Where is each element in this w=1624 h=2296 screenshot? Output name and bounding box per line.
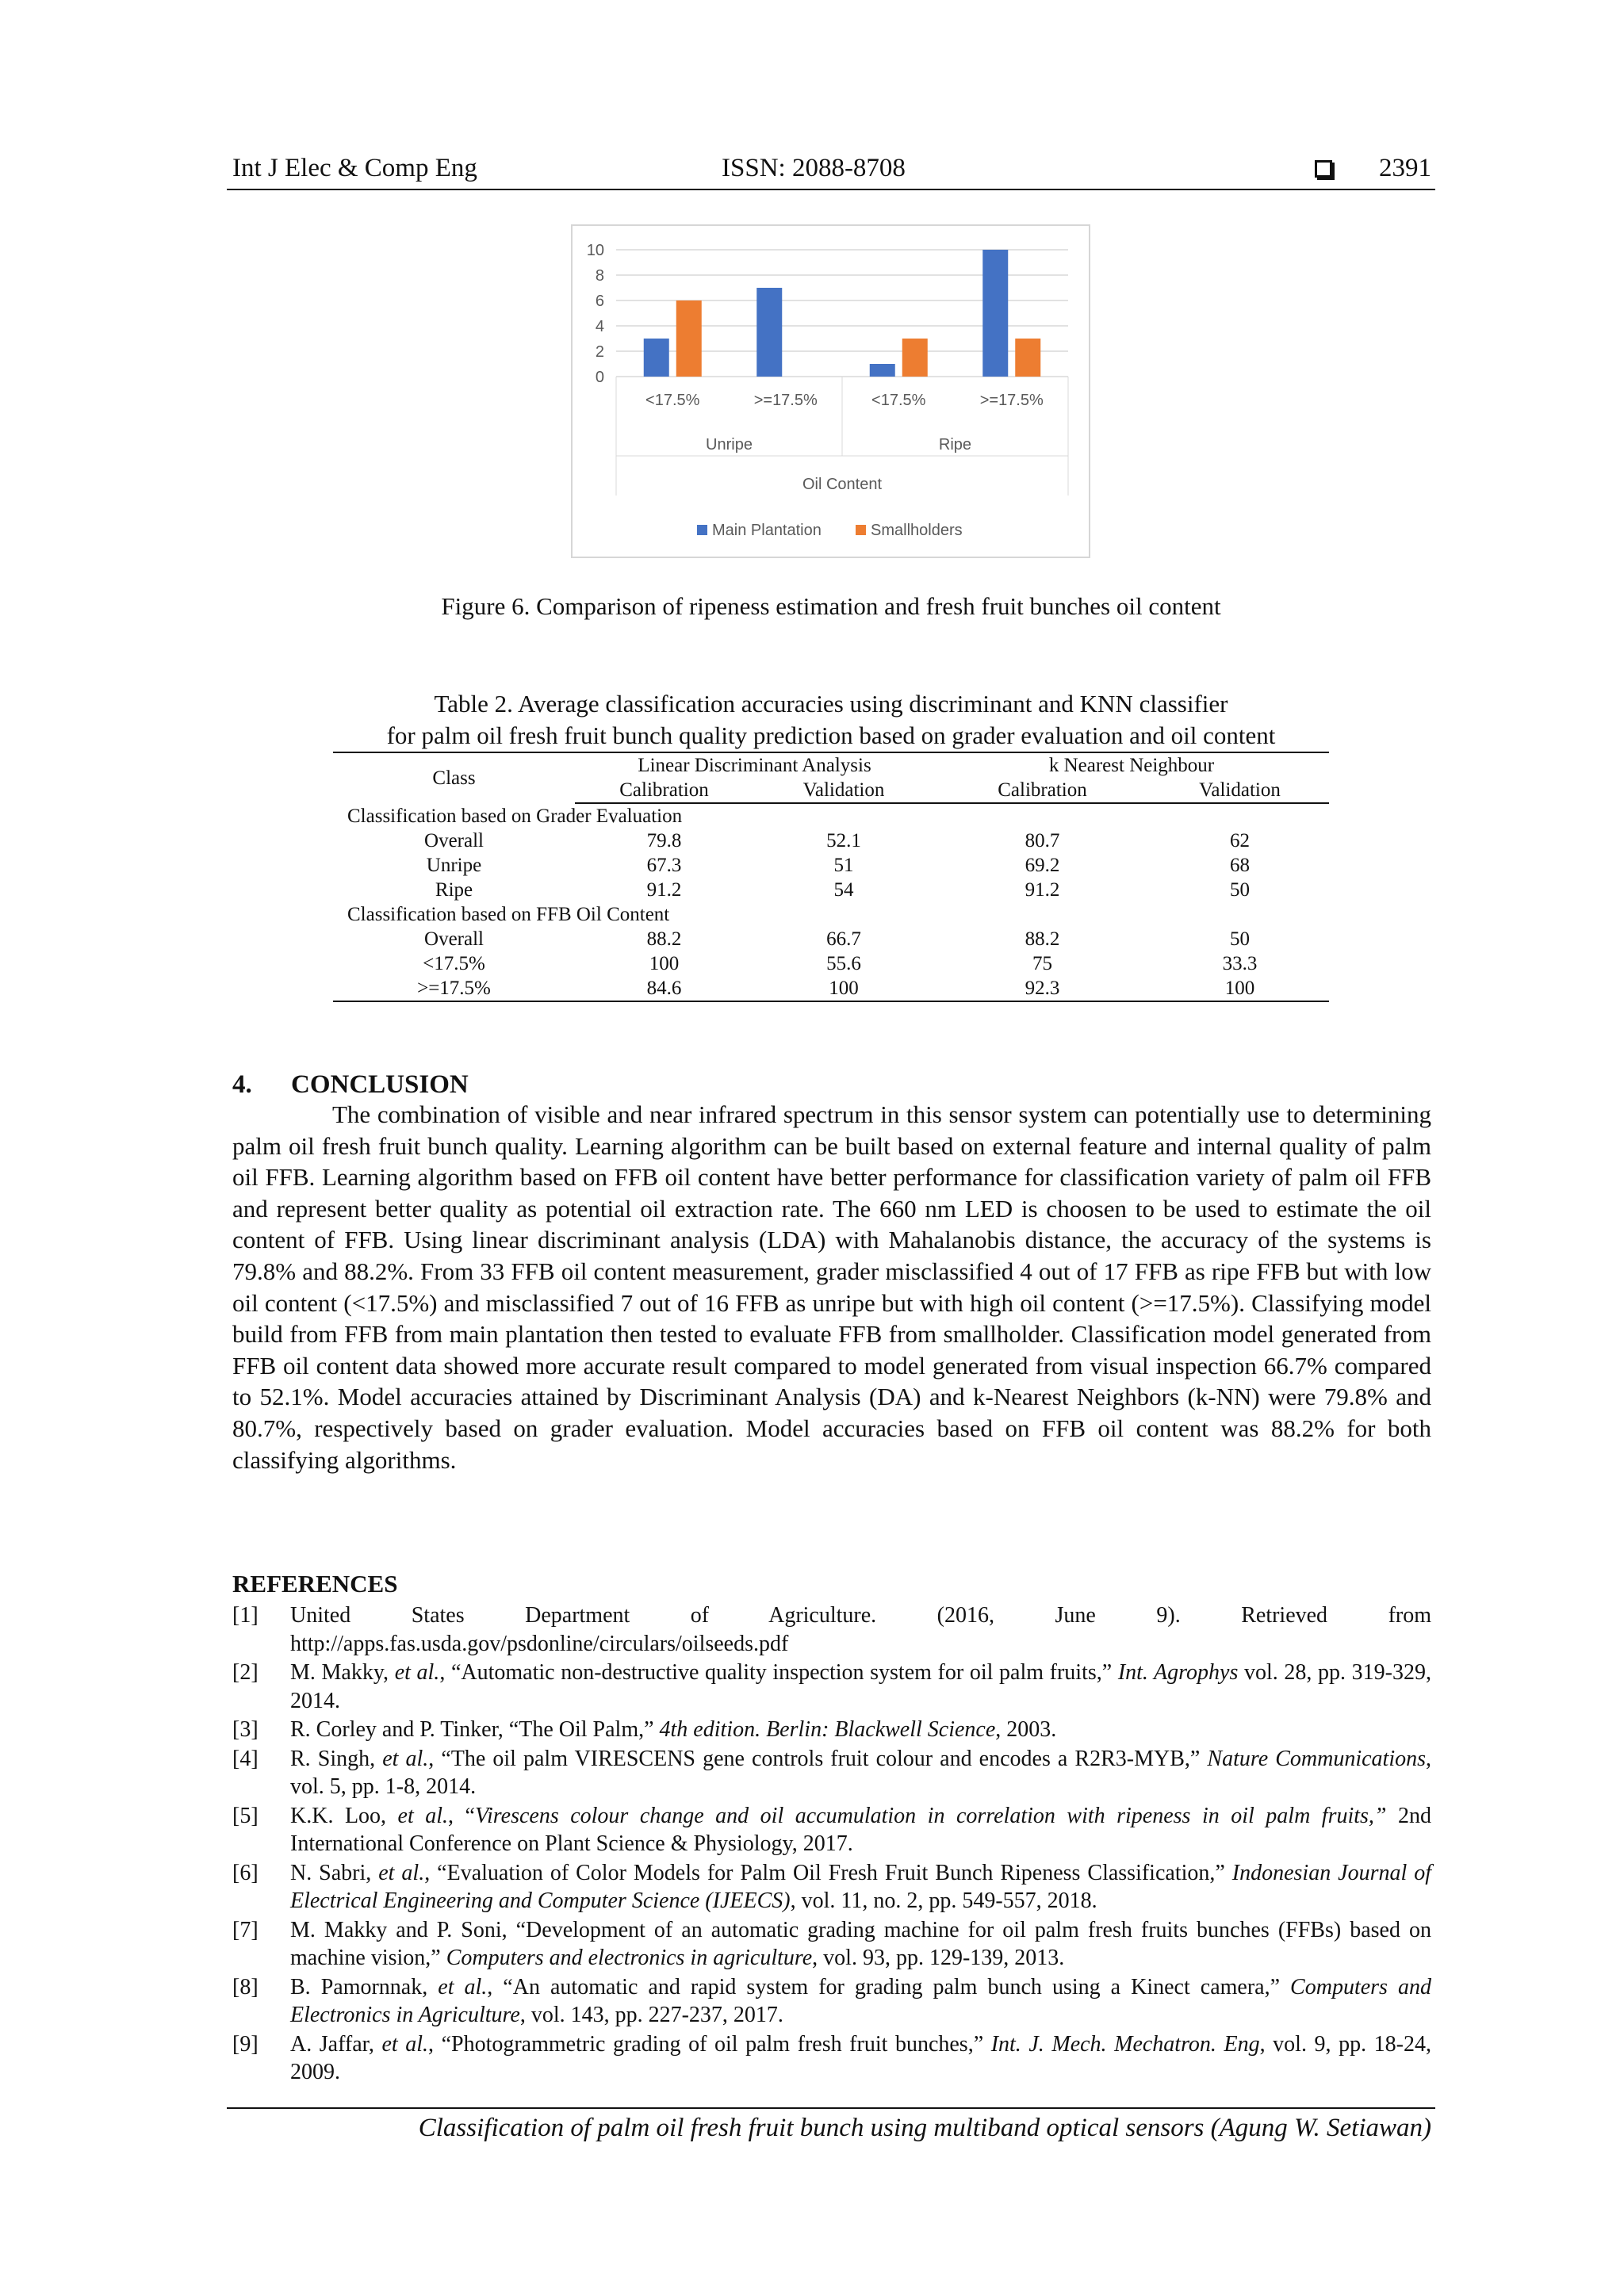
table-caption-line-1: Table 2. Average classification accuracies using discriminant and KNN classifier bbox=[434, 690, 1228, 718]
reference-text: M. Makky, et al., “Automatic non-destructive quality inspection system for oil palm fruits,” Int. Agrophys vol. 28, pp. 319-329, 2014. bbox=[290, 1660, 1432, 1713]
cell: 52.1 bbox=[826, 830, 861, 851]
cell: 80.7 bbox=[1025, 830, 1060, 851]
cell: 92.3 bbox=[934, 976, 1151, 1001]
reference-url[interactable]: http://apps.fas.usda.gov/psdonline/circulars/oilseeds.pdf bbox=[290, 1631, 789, 1656]
cell: 100 bbox=[649, 953, 680, 974]
y-tick-label: 10 bbox=[586, 242, 604, 259]
footer-rule bbox=[227, 2107, 1435, 2109]
x-axis-title: Oil Content bbox=[802, 476, 883, 493]
reference-text: B. Pamornnak, et al., “An automatic and rapid system for grading palm bunch using a Kinect camera,” Computers and Electronics in Agriculture, vol. 143, pp. 227-237, 2017. bbox=[290, 1974, 1431, 2027]
section-title: CONCLUSION bbox=[291, 1070, 469, 1099]
table-row bbox=[333, 828, 1329, 853]
reference-number: [2] bbox=[232, 1660, 259, 1685]
section-title: Classification based on FFB Oil Content bbox=[347, 904, 670, 925]
class-header: Class bbox=[333, 752, 575, 803]
legend-swatch bbox=[856, 525, 866, 535]
lda-calibration-header: Calibration bbox=[575, 778, 753, 803]
reference-number: [7] bbox=[232, 1917, 259, 1942]
table-row bbox=[333, 976, 1329, 1001]
cell: 91.2 bbox=[646, 879, 682, 901]
table-row bbox=[333, 878, 1329, 902]
page-number-block bbox=[1315, 152, 1431, 184]
bar-main-plantation bbox=[644, 339, 669, 377]
table-row bbox=[333, 951, 1329, 976]
cell: 54 bbox=[833, 879, 854, 901]
bar-smallholders bbox=[676, 300, 702, 377]
cell: 100 bbox=[1151, 976, 1329, 1001]
reference-text: M. Makky and P. Soni, “Development of an automatic grading machine for oil palm fresh fruits bunches (FFBs) based on machine vision,” Computers and electronics in agriculture, vol. 93, pp. 129-139, 2013. bbox=[290, 1917, 1431, 1970]
reference-item bbox=[232, 1601, 1431, 1658]
cell: 66.7 bbox=[826, 928, 861, 950]
journal-name: Int J Elec & Comp Eng bbox=[232, 154, 477, 182]
lda-header: Linear Discriminant Analysis bbox=[575, 752, 934, 778]
cell: 55.6 bbox=[826, 953, 861, 974]
x-tick-label: >=17.5% bbox=[979, 392, 1044, 409]
reference-text: United States Department of Agriculture. (2016, June 9). Retrieved from bbox=[290, 1603, 1431, 1628]
reference-text: R. Corley and P. Tinker, “The Oil Palm,” 4th edition. Berlin: Blackwell Science, 2003. bbox=[290, 1717, 1057, 1742]
cell: 100 bbox=[753, 976, 934, 1001]
cell: 75 bbox=[1032, 953, 1052, 974]
reference-item bbox=[232, 1973, 1431, 2030]
table-row bbox=[333, 927, 1329, 951]
reference-item bbox=[232, 1716, 1431, 1744]
cell: 69.2 bbox=[1025, 855, 1060, 876]
x-tick-label: >=17.5% bbox=[753, 392, 818, 409]
row-class: >=17.5% bbox=[333, 976, 575, 1001]
x-tick-label: <17.5% bbox=[871, 392, 926, 409]
group-label: Unripe bbox=[706, 436, 753, 453]
table-row bbox=[333, 853, 1329, 878]
bar-main-plantation bbox=[982, 250, 1008, 377]
y-tick-label: 8 bbox=[595, 267, 604, 285]
row-class: Unripe bbox=[426, 855, 482, 876]
cell: 50 bbox=[1230, 879, 1250, 901]
table-caption bbox=[227, 688, 1435, 752]
section-number: 4. bbox=[232, 1070, 252, 1099]
reference-number: [5] bbox=[232, 1803, 259, 1828]
cell: 84.6 bbox=[575, 976, 753, 1001]
reference-text: K.K. Loo, et al., “Virescens colour change and oil accumulation in correlation with ripeness in oil palm fruits,” 2nd International Conference on Plant Science & Physiology, 2017. bbox=[290, 1803, 1432, 1856]
cell: 51 bbox=[833, 855, 854, 876]
knn-header: k Nearest Neighbour bbox=[934, 752, 1329, 778]
knn-validation-header: Validation bbox=[1151, 778, 1329, 803]
y-tick-label: 0 bbox=[595, 369, 604, 386]
reference-item bbox=[232, 1802, 1431, 1858]
reference-number: [3] bbox=[232, 1717, 259, 1742]
reference-text: R. Singh, et al., “The oil palm VIRESCENS gene controls fruit colour and encodes a R2R3-MYB,” Nature Communications, vol. 5, pp. 1-8, 2014. bbox=[290, 1746, 1431, 1799]
references-heading: REFERENCES bbox=[232, 1570, 398, 1598]
section-heading bbox=[232, 1069, 469, 1100]
group-label: Ripe bbox=[938, 436, 972, 453]
figure-6-frame bbox=[571, 224, 1090, 558]
cell: 88.2 bbox=[646, 928, 682, 950]
cell: 50 bbox=[1230, 928, 1250, 950]
issn: ISSN: 2088-8708 bbox=[722, 154, 906, 182]
cell: 68 bbox=[1230, 855, 1250, 876]
reference-item bbox=[232, 2030, 1431, 2087]
y-tick-label: 6 bbox=[595, 293, 604, 310]
x-tick-label: <17.5% bbox=[645, 392, 700, 409]
cell: 33.3 bbox=[1222, 953, 1258, 974]
reference-number: [4] bbox=[232, 1746, 259, 1771]
row-class: <17.5% bbox=[423, 953, 485, 974]
page-number: 2391 bbox=[1379, 154, 1431, 182]
figure-6-chart bbox=[573, 226, 1089, 557]
legend-label: Main Plantation bbox=[712, 522, 822, 539]
conclusion-paragraph: The combination of visible and near infrared spectrum in this sensor system can potentially use to determining palm oil fresh fruit bunch quality. Learning algorithm can be built based on external feature and internal quality of palm oil FFB. Learning algorithm based on FFB oil content have better performance for classification variety of palm oil FFB and represent better quality as potential oil extraction rate. The 660 nm LED is choosen to be used to estimate the oil content of FFB. Using linear discriminant analysis (LDA) with Mahalanobis distance, the accuracy of the systems is 79.8% and 88.2%. From 33 FFB oil content measurement, grader misclassified 4 out of 17 FFB as ripe FFB but with low oil content (<17.5%) and misclassified 7 out of 16 FFB as unripe but with high oil content (>=17.5%). Classifying model build from FFB from main plantation then tested to evaluate FFB from smallholder. Classification model generated from FFB oil content data showed more accurate result compared to model generated from visual inspection 66.7% compared to 52.1%. Model accuracies attained by Discriminant Analysis (DA) and k-Nearest Neighbors (k-NN) were 79.8% and 80.7%, respectively based on grader evaluation. Model accuracies based on FFB oil content was 88.2% for both classifying algorithms. bbox=[232, 1100, 1431, 1474]
cell: 91.2 bbox=[1025, 879, 1060, 901]
results-table bbox=[333, 752, 1329, 1002]
bar-smallholders bbox=[1015, 339, 1040, 377]
row-class: Overall bbox=[424, 830, 484, 851]
section-title: Classification based on Grader Evaluation bbox=[347, 806, 683, 827]
row-class: Ripe bbox=[435, 879, 473, 901]
reference-text: A. Jaffar, et al., “Photogrammetric grading of oil palm fresh fruit bunches,” Int. J. Mech. Mechatron. Eng, vol. 9, pp. 18-24, 2009. bbox=[290, 2031, 1431, 2084]
cell: 79.8 bbox=[646, 830, 682, 851]
lda-validation-header: Validation bbox=[753, 778, 934, 803]
y-tick-label: 2 bbox=[595, 343, 604, 361]
footer-running-title: Classification of palm oil fresh fruit bunch using multiband optical sensors (Agung W. Setiawan) bbox=[418, 2114, 1431, 2142]
bar-main-plantation bbox=[870, 364, 895, 377]
table-caption-line-2: for palm oil fresh fruit bunch quality prediction based on grader evaluation and oil content bbox=[386, 721, 1276, 749]
cell: 67.3 bbox=[646, 855, 682, 876]
reference-number: [9] bbox=[232, 2031, 259, 2057]
knn-calibration-header: Calibration bbox=[934, 778, 1151, 803]
reference-list bbox=[232, 1601, 1431, 2087]
legend-label: Smallholders bbox=[871, 522, 963, 539]
legend-swatch bbox=[697, 525, 707, 535]
reference-item bbox=[232, 1859, 1431, 1915]
reference-item bbox=[232, 1659, 1431, 1715]
y-tick-label: 4 bbox=[595, 318, 604, 335]
reference-number: [8] bbox=[232, 1974, 259, 1999]
figure-caption: Figure 6. Comparison of ripeness estimation and fresh fruit bunches oil content bbox=[441, 592, 1221, 620]
reference-text: N. Sabri, et al., “Evaluation of Color Models for Palm Oil Fresh Fruit Bunch Ripeness Classification,” Indonesian Journal of Electrical Engineering and Computer Science (IJEECS), vol. 11, no. 2, pp. 549-557, 2018. bbox=[290, 1860, 1431, 1913]
cell: 62 bbox=[1230, 830, 1250, 851]
cell: 88.2 bbox=[1025, 928, 1060, 950]
reference-number: [6] bbox=[232, 1860, 259, 1885]
reference-number: [1] bbox=[232, 1603, 259, 1628]
bar-main-plantation bbox=[756, 288, 782, 377]
row-class: Overall bbox=[424, 928, 484, 950]
box-bullet-icon bbox=[1315, 160, 1332, 178]
reference-item bbox=[232, 1916, 1431, 1973]
header-rule bbox=[227, 189, 1435, 190]
bar-smallholders bbox=[902, 339, 928, 377]
reference-item bbox=[232, 1745, 1431, 1801]
